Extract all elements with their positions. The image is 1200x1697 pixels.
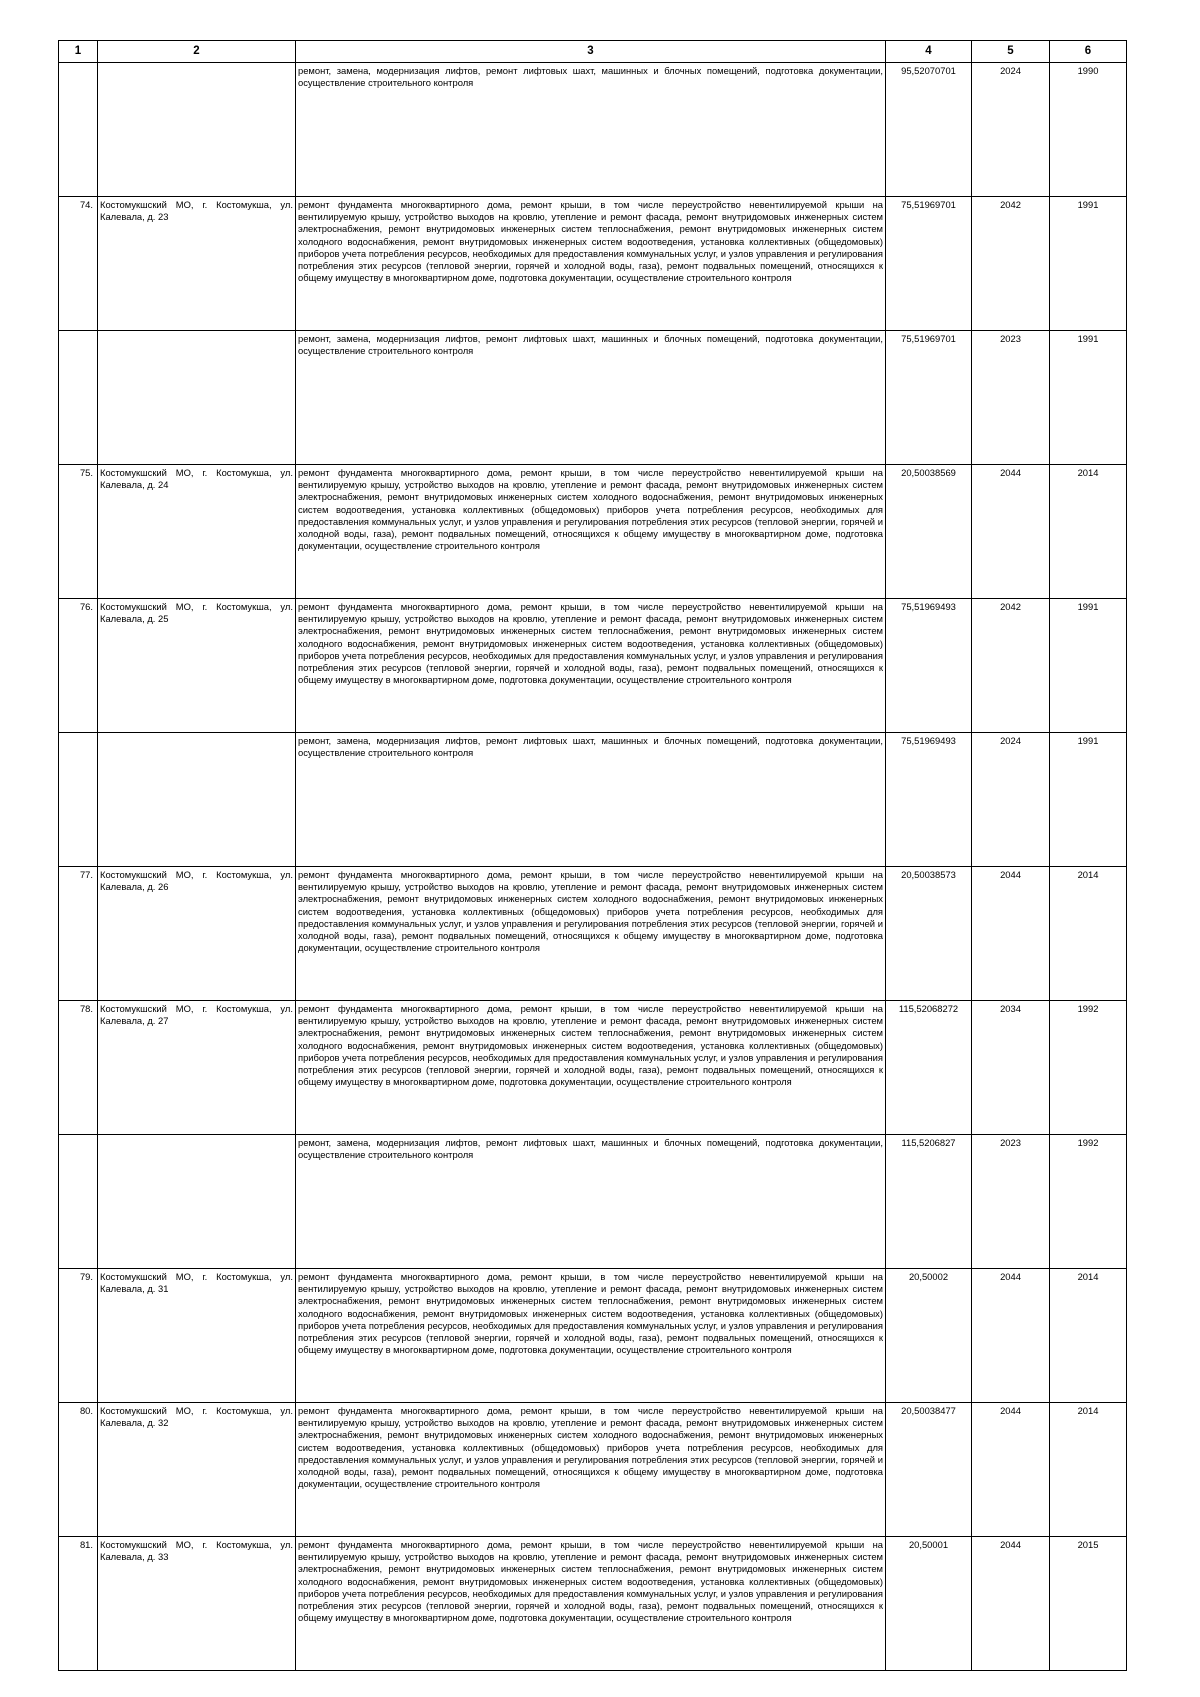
- table-row: [59, 63, 1127, 197]
- row-area: 20,50001: [886, 1537, 972, 1671]
- table-row: [59, 1001, 1127, 1135]
- row-year: 2042: [972, 197, 1050, 331]
- row-built: 2014: [1050, 867, 1127, 1001]
- row-year: 2042: [972, 599, 1050, 733]
- header-col-2: 2: [98, 41, 296, 63]
- row-area: 20,50038569: [886, 465, 972, 599]
- row-area: 20,50038477: [886, 1403, 972, 1537]
- row-area: 75,51969493: [886, 599, 972, 733]
- row-area: 115,52068272: [886, 1001, 972, 1135]
- row-year: 2044: [972, 1403, 1050, 1537]
- table-row: [59, 1269, 1127, 1403]
- row-number: [59, 733, 98, 867]
- row-address: [98, 733, 296, 867]
- table-row: [59, 465, 1127, 599]
- row-area: 95,52070701: [886, 63, 972, 197]
- document-page: [58, 40, 1126, 1671]
- row-number: 74.: [59, 197, 98, 331]
- table-body: [59, 63, 1127, 1671]
- row-work: ремонт фундамента многоквартирного дома, ремонт крыши, в том числе переустройство невентилируемой крыши на вентилируемую крышу, устройство выходов на кровлю, утепление и ремонт фасада, ремонт внутридомовых инженерных систем электроснабжения, ремонт внутридомовых инженерных систем теплоснабжения, ремонт внутридомовых инженерных систем холодного водоснабжения, ремонт внутридомовых инженерных систем водоотведения, установка коллективных (общедомовых) приборов учета потребления ресурсов, необходимых для предоставления коммунальных услуг, и узлов управления и регулирования потребления этих ресурсов (тепловой энергии, горячей и холодной воды, газа), ремонт подвальных помещений, относящихся к общему имуществу в многоквартирном доме, подготовка документации, осуществление строительного контроля: [296, 599, 886, 733]
- row-work: ремонт фундамента многоквартирного дома, ремонт крыши, в том числе переустройство невентилируемой крыши на вентилируемую крышу, устройство выходов на кровлю, утепление и ремонт фасада, ремонт внутридомовых инженерных систем электроснабжения, ремонт внутридомовых инженерных систем теплоснабжения, ремонт внутридомовых инженерных систем холодного водоснабжения, ремонт внутридомовых инженерных систем водоотведения, установка коллективных (общедомовых) приборов учета потребления ресурсов, необходимых для предоставления коммунальных услуг, и узлов управления и регулирования потребления этих ресурсов (тепловой энергии, горячей и холодной воды, газа), ремонт подвальных помещений, относящихся к общему имуществу в многоквартирном доме, подготовка документации, осуществление строительного контроля: [296, 1269, 886, 1403]
- row-year: 2044: [972, 867, 1050, 1001]
- header-col-4: 4: [886, 41, 972, 63]
- row-built: 2015: [1050, 1537, 1127, 1671]
- row-address: Костомукшский МО, г. Костомукша, ул. Калевала, д. 26: [98, 867, 296, 1001]
- row-address: Костомукшский МО, г. Костомукша, ул. Калевала, д. 27: [98, 1001, 296, 1135]
- row-address: Костомукшский МО, г. Костомукша, ул. Калевала, д. 33: [98, 1537, 296, 1671]
- row-work: ремонт фундамента многоквартирного дома, ремонт крыши, в том числе переустройство невентилируемой крыши на вентилируемую крышу, устройство выходов на кровлю, утепление и ремонт фасада, ремонт внутридомовых инженерных систем электроснабжения, ремонт внутридомовых инженерных систем холодного водоснабжения, ремонт внутридомовых инженерных систем водоотведения, установка коллективных (общедомовых) приборов учета потребления ресурсов, необходимых для предоставления коммунальных услуг, и узлов управления и регулирования потребления этих ресурсов (тепловой энергии, горячей и холодной воды, газа), ремонт подвальных помещений, относящихся к общему имуществу в многоквартирном доме, подготовка документации, осуществление строительного контроля: [296, 867, 886, 1001]
- row-built: 2014: [1050, 1269, 1127, 1403]
- table-row: [59, 331, 1127, 465]
- row-built: 1991: [1050, 197, 1127, 331]
- row-year: 2034: [972, 1001, 1050, 1135]
- row-year: 2044: [972, 1269, 1050, 1403]
- row-year: 2044: [972, 465, 1050, 599]
- row-address: Костомукшский МО, г. Костомукша, ул. Калевала, д. 24: [98, 465, 296, 599]
- header-col-5: 5: [972, 41, 1050, 63]
- row-year: 2024: [972, 63, 1050, 197]
- works-table: [58, 40, 1127, 1671]
- table-header: [59, 41, 1127, 63]
- row-built: 2014: [1050, 465, 1127, 599]
- row-area: 115,5206827: [886, 1135, 972, 1269]
- row-area: 75,51969701: [886, 331, 972, 465]
- row-area: 20,50002: [886, 1269, 972, 1403]
- row-number: 76.: [59, 599, 98, 733]
- header-col-3: 3: [296, 41, 886, 63]
- row-number: 79.: [59, 1269, 98, 1403]
- header-row: [59, 41, 1127, 63]
- row-year: 2024: [972, 733, 1050, 867]
- row-address: [98, 63, 296, 197]
- table-row: [59, 599, 1127, 733]
- row-address: Костомукшский МО, г. Костомукша, ул. Калевала, д. 23: [98, 197, 296, 331]
- header-col-6: 6: [1050, 41, 1127, 63]
- header-col-1: 1: [59, 41, 98, 63]
- row-work: ремонт фундамента многоквартирного дома, ремонт крыши, в том числе переустройство невентилируемой крыши на вентилируемую крышу, устройство выходов на кровлю, утепление и ремонт фасада, ремонт внутридомовых инженерных систем электроснабжения, ремонт внутридомовых инженерных систем теплоснабжения, ремонт внутридомовых инженерных систем холодного водоснабжения, ремонт внутридомовых инженерных систем водоотведения, установка коллективных (общедомовых) приборов учета потребления ресурсов, необходимых для предоставления коммунальных услуг, и узлов управления и регулирования потребления этих ресурсов (тепловой энергии, горячей и холодной воды, газа), ремонт подвальных помещений, относящихся к общему имуществу в многоквартирном доме, подготовка документации, осуществление строительного контроля: [296, 197, 886, 331]
- row-area: 75,51969493: [886, 733, 972, 867]
- table-row: [59, 1537, 1127, 1671]
- table-row: [59, 1403, 1127, 1537]
- row-work: ремонт, замена, модернизация лифтов, ремонт лифтовых шахт, машинных и блочных помещений, подготовка документации, осуществление строительного контроля: [296, 1135, 886, 1269]
- table-row: [59, 197, 1127, 331]
- row-work: ремонт фундамента многоквартирного дома, ремонт крыши, в том числе переустройство невентилируемой крыши на вентилируемую крышу, устройство выходов на кровлю, утепление и ремонт фасада, ремонт внутридомовых инженерных систем электроснабжения, ремонт внутридомовых инженерных систем теплоснабжения, ремонт внутридомовых инженерных систем холодного водоснабжения, ремонт внутридомовых инженерных систем водоотведения, установка коллективных (общедомовых) приборов учета потребления ресурсов, необходимых для предоставления коммунальных услуг, и узлов управления и регулирования потребления этих ресурсов (тепловой энергии, горячей и холодной воды, газа), ремонт подвальных помещений, относящихся к общему имуществу в многоквартирном доме, подготовка документации, осуществление строительного контроля: [296, 1001, 886, 1135]
- row-year: 2023: [972, 331, 1050, 465]
- table-row: [59, 867, 1127, 1001]
- row-built: 1991: [1050, 733, 1127, 867]
- row-built: 2014: [1050, 1403, 1127, 1537]
- row-address: [98, 331, 296, 465]
- row-built: 1991: [1050, 331, 1127, 465]
- row-work: ремонт фундамента многоквартирного дома, ремонт крыши, в том числе переустройство невентилируемой крыши на вентилируемую крышу, устройство выходов на кровлю, утепление и ремонт фасада, ремонт внутридомовых инженерных систем электроснабжения, ремонт внутридомовых инженерных систем теплоснабжения, ремонт внутридомовых инженерных систем холодного водоснабжения, ремонт внутридомовых инженерных систем водоотведения, установка коллективных (общедомовых) приборов учета потребления ресурсов, необходимых для предоставления коммунальных услуг, и узлов управления и регулирования потребления этих ресурсов (тепловой энергии, горячей и холодной воды, газа), ремонт подвальных помещений, относящихся к общему имуществу в многоквартирном доме, подготовка документации, осуществление строительного контроля: [296, 1537, 886, 1671]
- row-address: Костомукшский МО, г. Костомукша, ул. Калевала, д. 32: [98, 1403, 296, 1537]
- row-work: ремонт, замена, модернизация лифтов, ремонт лифтовых шахт, машинных и блочных помещений, подготовка документации, осуществление строительного контроля: [296, 63, 886, 197]
- row-number: 80.: [59, 1403, 98, 1537]
- row-built: 1991: [1050, 599, 1127, 733]
- row-work: ремонт, замена, модернизация лифтов, ремонт лифтовых шахт, машинных и блочных помещений, подготовка документации, осуществление строительного контроля: [296, 331, 886, 465]
- row-number: 77.: [59, 867, 98, 1001]
- row-address: [98, 1135, 296, 1269]
- row-year: 2044: [972, 1537, 1050, 1671]
- table-row: [59, 733, 1127, 867]
- row-number: 81.: [59, 1537, 98, 1671]
- row-number: 75.: [59, 465, 98, 599]
- row-area: 75,51969701: [886, 197, 972, 331]
- row-work: ремонт фундамента многоквартирного дома, ремонт крыши, в том числе переустройство невентилируемой крыши на вентилируемую крышу, устройство выходов на кровлю, утепление и ремонт фасада, ремонт внутридомовых инженерных систем электроснабжения, ремонт внутридомовых инженерных систем холодного водоснабжения, ремонт внутридомовых инженерных систем водоотведения, установка коллективных (общедомовых) приборов учета потребления ресурсов, необходимых для предоставления коммунальных услуг, и узлов управления и регулирования потребления этих ресурсов (тепловой энергии, горячей и холодной воды, газа), ремонт подвальных помещений, относящихся к общему имуществу в многоквартирном доме, подготовка документации, осуществление строительного контроля: [296, 465, 886, 599]
- row-number: [59, 331, 98, 465]
- row-built: 1992: [1050, 1001, 1127, 1135]
- row-number: [59, 63, 98, 197]
- row-year: 2023: [972, 1135, 1050, 1269]
- row-address: Костомукшский МО, г. Костомукша, ул. Калевала, д. 31: [98, 1269, 296, 1403]
- row-work: ремонт фундамента многоквартирного дома, ремонт крыши, в том числе переустройство невентилируемой крыши на вентилируемую крышу, устройство выходов на кровлю, утепление и ремонт фасада, ремонт внутридомовых инженерных систем электроснабжения, ремонт внутридомовых инженерных систем холодного водоснабжения, ремонт внутридомовых инженерных систем водоотведения, установка коллективных (общедомовых) приборов учета потребления ресурсов, необходимых для предоставления коммунальных услуг, и узлов управления и регулирования потребления этих ресурсов (тепловой энергии, горячей и холодной воды, газа), ремонт подвальных помещений, относящихся к общему имуществу в многоквартирном доме, подготовка документации, осуществление строительного контроля: [296, 1403, 886, 1537]
- row-number: 78.: [59, 1001, 98, 1135]
- table-row: [59, 1135, 1127, 1269]
- row-built: 1990: [1050, 63, 1127, 197]
- row-area: 20,50038573: [886, 867, 972, 1001]
- row-work: ремонт, замена, модернизация лифтов, ремонт лифтовых шахт, машинных и блочных помещений, подготовка документации, осуществление строительного контроля: [296, 733, 886, 867]
- row-number: [59, 1135, 98, 1269]
- row-built: 1992: [1050, 1135, 1127, 1269]
- row-address: Костомукшский МО, г. Костомукша, ул. Калевала, д. 25: [98, 599, 296, 733]
